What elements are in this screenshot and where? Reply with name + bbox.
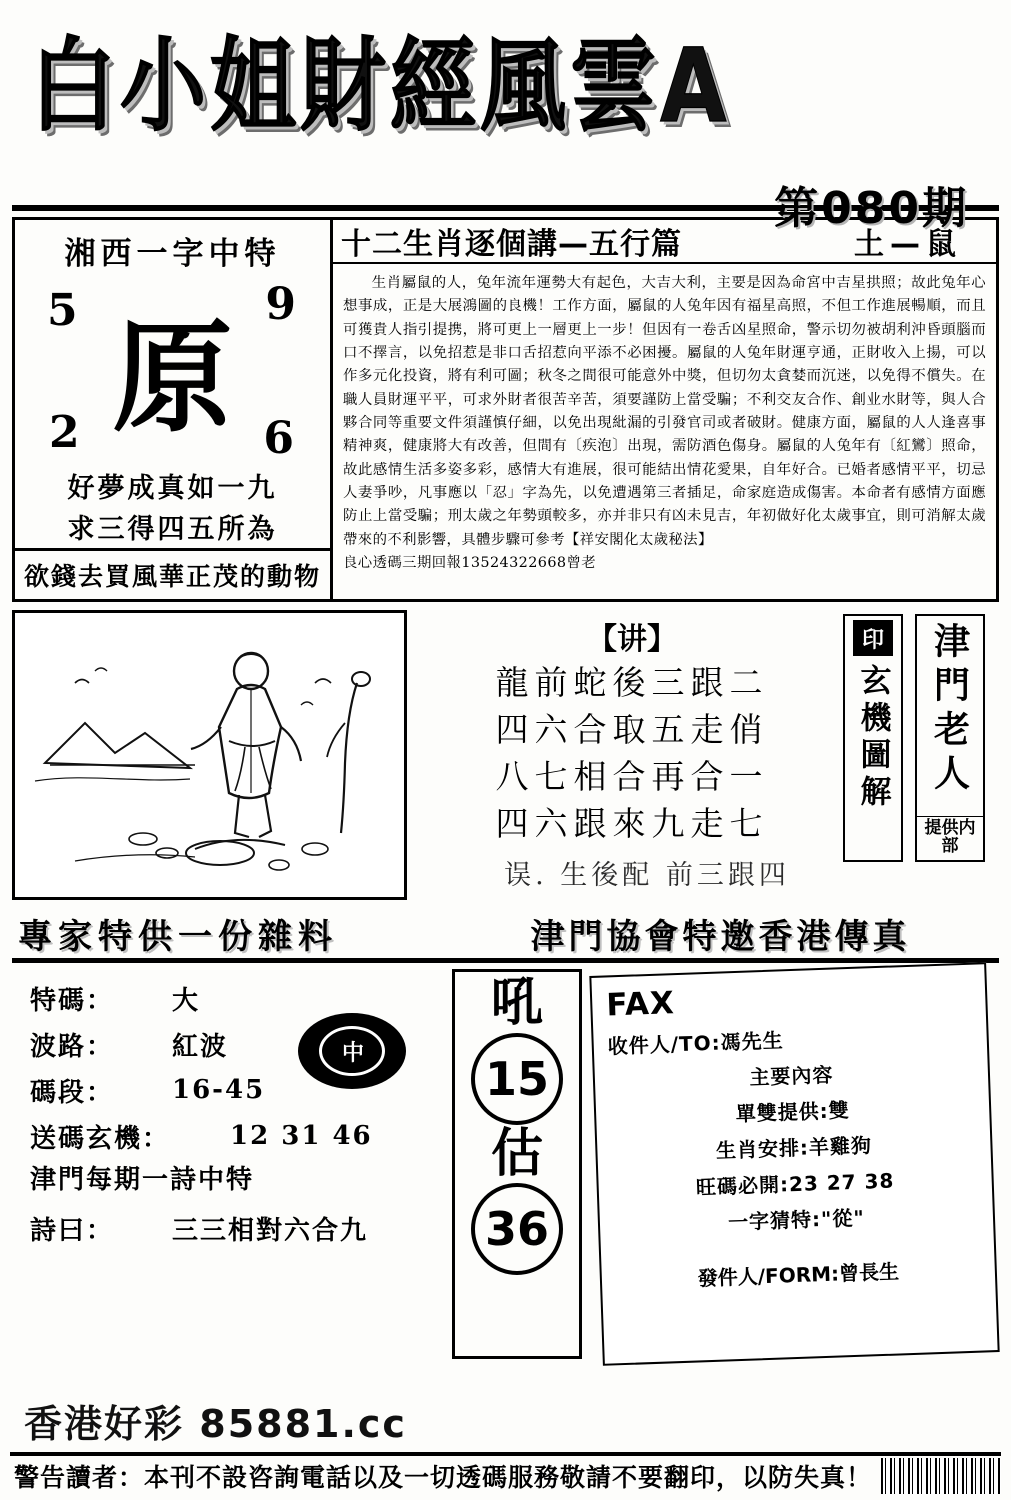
- verse-line-2: 四六合取五走俏: [495, 709, 769, 749]
- pick-label-3: 送碼玄機：: [30, 1123, 171, 1154]
- pick-row: [30, 1205, 442, 1251]
- illustration-figure: [15, 613, 404, 897]
- number-tower: [452, 969, 582, 1359]
- footer-divider: [10, 1452, 1001, 1456]
- elder-badge-label: 津門老人: [928, 622, 971, 798]
- pick-value-0: 大: [172, 985, 201, 1016]
- picks-list: [12, 969, 442, 1359]
- zodiac-element: 土—鼠: [854, 227, 962, 262]
- verse-panel: [407, 610, 999, 900]
- verse-line-3: 八七相合再合一: [495, 756, 769, 796]
- pick-label-2: 碼段：: [30, 1077, 115, 1108]
- lucky-number-body: [15, 220, 330, 551]
- featured-character: 原: [112, 307, 233, 449]
- lucky-number-panel: [15, 220, 333, 599]
- elder-badge: [915, 614, 985, 862]
- fax-line-3: 旺碼必開:23 27 38: [695, 1168, 895, 1200]
- top-section: [12, 217, 999, 602]
- zodiac-note: 良心透碼三期回報13524322668曾老: [343, 554, 597, 571]
- fax-title: FAX: [605, 985, 676, 1024]
- banner-row: [12, 904, 999, 963]
- masthead: [12, 0, 999, 234]
- tower-number-top: 15: [471, 1033, 563, 1125]
- pick-value-5: 三三相對六合九: [172, 1215, 369, 1246]
- pick-label-5: 詩曰：: [30, 1215, 115, 1246]
- number-bottom-left: 2: [49, 407, 80, 458]
- fax-note: [589, 962, 999, 1366]
- fax-sender: 發件人/FORM:曾長生: [697, 1259, 900, 1291]
- page-title: 白小姐財經風雲A: [30, 27, 731, 146]
- bottom-section: [12, 969, 999, 1359]
- lucky-panel-title: 湘西一字中特: [64, 236, 281, 272]
- banner-left: 專家特供一份雜料: [18, 917, 338, 957]
- mystic-diagram-label: 玄機圖解: [854, 664, 891, 812]
- number-top-left: 5: [47, 285, 78, 336]
- lucky-panel-footer: 欲錢去買風華正茂的動物: [23, 562, 321, 591]
- zodiac-article-panel: [333, 220, 996, 599]
- footer-site-url[interactable]: 85881.cc: [199, 1402, 407, 1446]
- coin-emblem: [298, 1013, 406, 1089]
- lucky-line-1: 好夢成真如一九: [67, 473, 278, 504]
- pick-row: [30, 1159, 442, 1205]
- verse-footnote: 误. 生後配 前三跟四: [504, 860, 790, 892]
- verse-title: 【讲】: [587, 622, 677, 657]
- illustration-box: [12, 610, 407, 900]
- pick-row: [30, 1113, 442, 1159]
- fax-line-4: 一字猜特:"從": [727, 1205, 866, 1235]
- pick-value-1: 紅波: [172, 1031, 229, 1062]
- fax-recipient: 收件人/TO:馮先生: [607, 1028, 785, 1059]
- zodiac-article: [333, 264, 996, 579]
- tower-char-top: 吼: [490, 972, 543, 1033]
- fax-line-2: 生肖安排:羊雞狗: [715, 1133, 873, 1163]
- verse-line-1: 龍前蛇後三跟二: [495, 663, 769, 702]
- footer-warning: 警告讀者：本刊不設咨詢電話以及一切透碼服務敬請不要翻印，以防失真！: [14, 1463, 873, 1492]
- fax-line-1: 單雙提供:雙: [735, 1098, 851, 1127]
- elder-badge-sub: 提供内部: [917, 816, 983, 856]
- pick-row: [30, 975, 442, 1021]
- tower-number-bottom: 36: [471, 1183, 563, 1275]
- coin-emblem-text: 中: [319, 1026, 385, 1076]
- banner-right: 津門協會特邀香港傳真: [530, 917, 911, 957]
- pick-label-0: 特碼：: [30, 985, 115, 1016]
- barcode-icon: [881, 1458, 1001, 1494]
- issue-number: 第080期: [774, 183, 969, 234]
- zodiac-body-text: 生肖屬鼠的人，兔年流年運勢大有起色，大吉大利，主要是因為命宮中吉星拱照；故此兔年心想事成，正是大展鴻圖的良機！工作方面，屬鼠的人兔年因有福星高照，不但工作進展暢順，而且可獲貴人指引提携，將可更上一層更上一步！但因有一卷舌凶星照命，警示切勿被胡利沖昏頭腦而口不擇言，以免招惹是非口舌招惹向平添不必困擾。屬鼠的人兔年財運亨通，正財收入上揚，可以作多元化投資，將有利可圖；秋冬之間很可能意外中獎，但切勿太貪婪而沉迷，以免得不償失。在職人員財運平平，可求外財者很苦辛苦，須要謹防上當受騙；不利交友合作、創业水財等，與人合夥合同等重要文件須謹慎仔細，以免出現紕漏的引發官司或者破財。健康方面，屬鼠的人人逢喜事精神爽，健康將大有改善，但間有〔疾泡〕出現，需防酒色傷身。屬鼠的人兔年有〔紅鸞〕照命，故此感情生活多姿多彩，感情大有進展，很可能結出情花愛果，自年好合。已婚者感情平平，切忌人妻爭吵，凡事應以「忍」字為先，以免遭遇第三者插足，命家庭造成傷害。本命者有感情方面應防止上當受騙；刑太歲之年勢頭較多，亦并非只有凶未見吉，年初做好化太歲事宜，則可消解太歲帶來的不利影響，具體步驟可參考【祥安閣化太歲秘法】: [343, 275, 986, 548]
- lucky-line-2: 求三得四五所為: [67, 514, 278, 545]
- seal-icon: 印: [853, 620, 893, 656]
- tower-char-bottom: 估: [490, 1122, 543, 1184]
- pick-value-3: 12 31 46: [230, 1121, 373, 1151]
- pick-label-4: 津門每期一詩中特: [30, 1165, 255, 1195]
- number-top-right: 9: [265, 279, 296, 330]
- verse-line-4: 四六跟來九走七: [495, 803, 769, 843]
- number-bottom-right: 6: [263, 413, 294, 464]
- pick-label-1: 波路：: [30, 1031, 115, 1062]
- zodiac-heading: 十二生肖逐個講—五行篇: [341, 227, 682, 262]
- fax-section: [442, 969, 999, 1359]
- pick-value-2: 16-45: [172, 1075, 266, 1105]
- footer-brand-name: 香港好彩: [24, 1401, 185, 1446]
- mystic-diagram-badge: [843, 614, 903, 862]
- number-grid: [19, 279, 326, 464]
- middle-section: [12, 610, 999, 900]
- footer-brand: [24, 1393, 407, 1448]
- fax-subject: 主要內容: [749, 1062, 834, 1090]
